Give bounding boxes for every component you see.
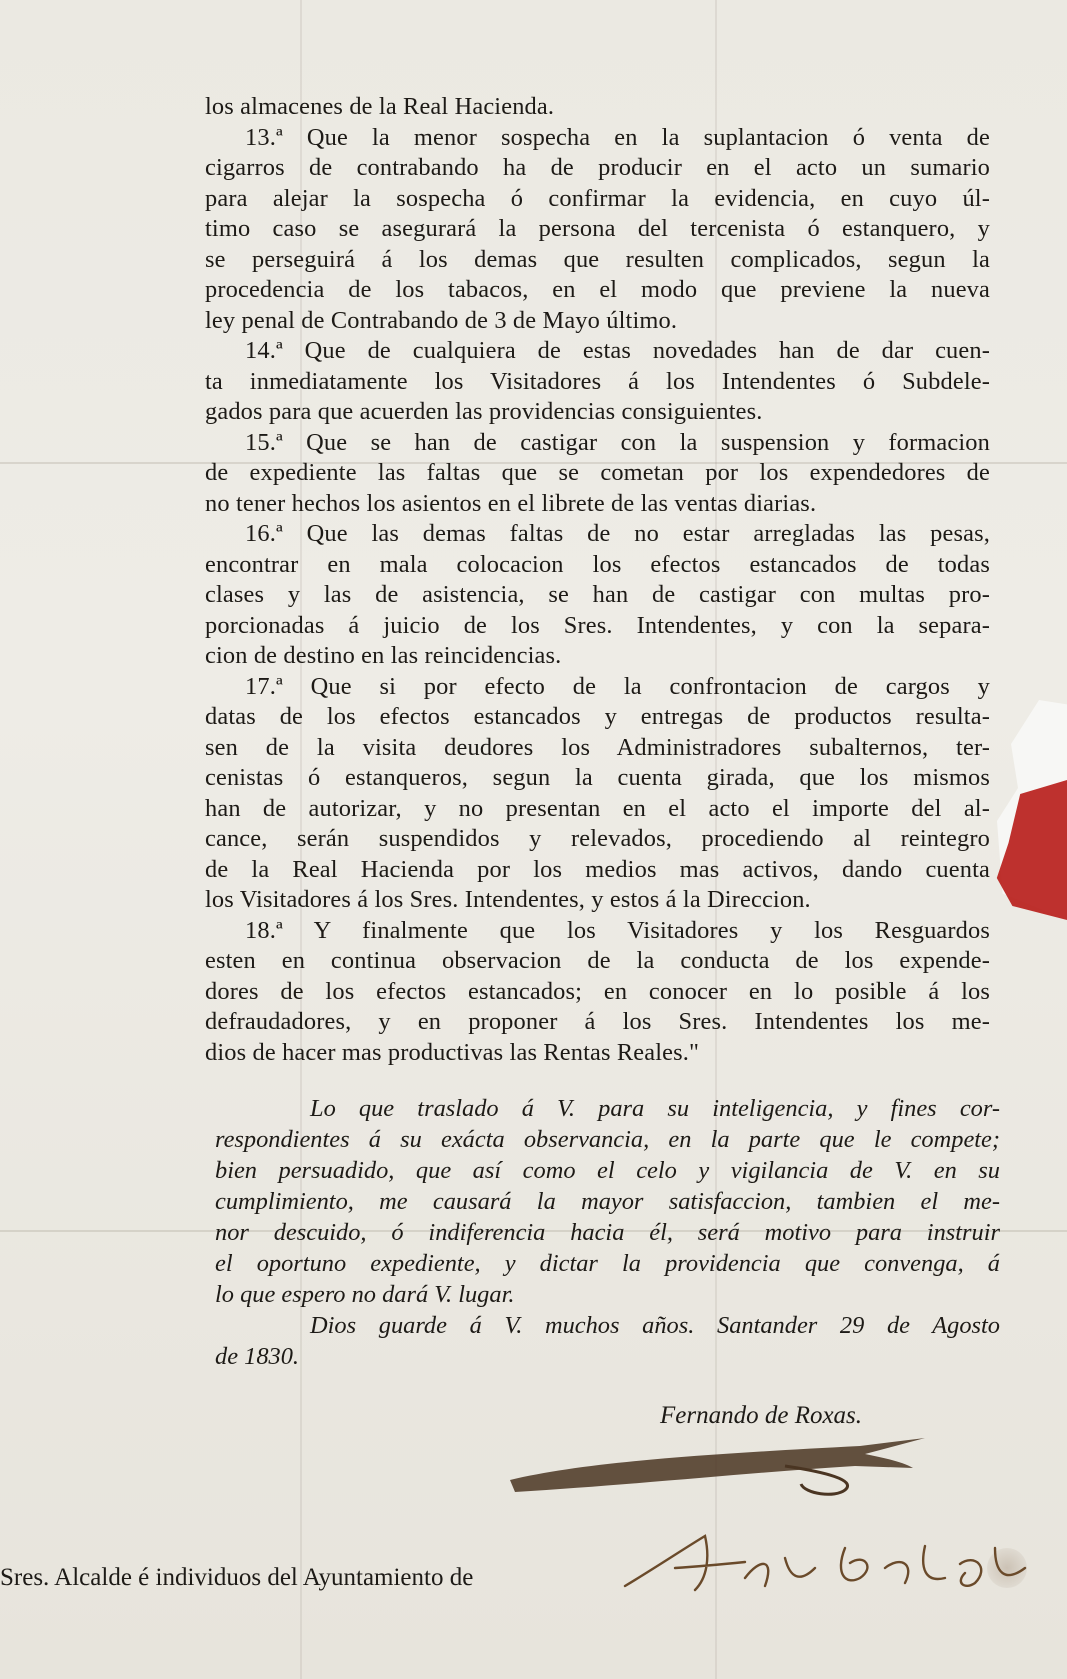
body-text-line: 18.ª Y finalmente que los Visitadores y los Resguardos <box>245 916 990 944</box>
body-text-line: dores de los efectos estancados; en conocer en lo posible á los <box>205 977 990 1005</box>
body-text-line: esten en continua observacion de la conducta de los expende- <box>205 947 990 974</box>
body-text-line: sen de la visita deudores los Administradores subalternos, ter- <box>205 733 990 761</box>
italic-closing-paragraph <box>215 1093 1000 1372</box>
body-text-line: ley penal de Contrabando de 3 de Mayo último. <box>205 306 678 334</box>
signer-name: Fernando de Roxas. <box>660 1402 863 1429</box>
body-text-line: datas de los efectos estancados y entregas de productos resulta- <box>205 703 990 730</box>
body-text-line: porcionadas á juicio de los Sres. Intendentes, y con la separa- <box>205 611 990 639</box>
body-text-line: 13.ª Que la menor sospecha en la suplantacion ó venta de <box>245 123 990 151</box>
signature-flourish <box>505 1432 925 1502</box>
body-text-line: 17.ª Que si por efecto de la confrontacion de cargos y <box>245 672 990 700</box>
italic-text-line: de 1830. <box>215 1343 299 1370</box>
italic-text-line: Dios guarde á V. muchos años. Santander 29 de Agosto <box>310 1312 1000 1339</box>
italic-text-line: lo que espero no dará V. lugar. <box>215 1281 515 1308</box>
body-text-line: cion de destino en las reincidencias. <box>205 642 562 669</box>
regulations-text-block <box>205 92 990 1068</box>
addressee-line: Sres. Alcalde é individuos del Ayuntamiento de <box>0 1564 474 1591</box>
body-text-line: se perseguirá á los demas que resulten complicados, segun la <box>205 245 990 273</box>
body-text-line: para alejar la sospecha ó confirmar la evidencia, en cuyo úl- <box>205 184 990 212</box>
body-text-line: han de autorizar, y no presentan en el acto el importe del al- <box>205 794 990 822</box>
handwritten-signature <box>615 1528 1035 1609</box>
body-text-line: los Visitadores á los Sres. Intendentes, y estos á la Direccion. <box>205 886 811 913</box>
body-text-line: dios de hacer mas productivas las Rentas Reales." <box>205 1038 700 1066</box>
body-text-line: 16.ª Que las demas faltas de no estar arregladas las pesas, <box>245 520 990 547</box>
body-text-line: procedencia de los tabacos, en el modo que previene la nueva <box>205 276 990 303</box>
body-text-line: defraudadores, y en proponer á los Sres. Intendentes los me- <box>205 1008 990 1035</box>
body-text-line: ta inmediatamente los Visitadores á los Intendentes ó Subdele- <box>205 367 990 395</box>
italic-text-line: Lo que traslado á V. para su inteligencia, y fines cor- <box>310 1095 1000 1122</box>
body-text-line: cenistas ó estanqueros, segun la cuenta girada, que los mismos <box>205 764 990 791</box>
body-text-line: de expediente las faltas que se cometan por los expendedores de <box>205 459 990 486</box>
italic-text-line: el oportuno expediente, y dictar la providencia que convenga, á <box>215 1250 1000 1277</box>
italic-text-line: bien persuadido, que así como el celo y vigilancia de V. en su <box>215 1157 1000 1184</box>
body-text-line: 15.ª Que se han de castigar con la suspension y formacion <box>245 428 990 456</box>
body-text-line: clases y las de asistencia, se han de castigar con multas pro- <box>205 581 990 608</box>
italic-text-line: respondientes á su exácta observancia, en la parte que le compete; <box>215 1126 1000 1153</box>
body-text-line: no tener hechos los asientos en el librete de las ventas diarias. <box>205 489 817 517</box>
italic-text-line: cumplimiento, me causará la mayor satisfaccion, tambien el me- <box>215 1188 1000 1215</box>
italic-text-line: nor descuido, ó indiferencia hacia él, será motivo para instruir <box>215 1219 1000 1246</box>
body-text-line: cigarros de contrabando ha de producir en el acto un sumario <box>205 154 990 181</box>
body-text-line: timo caso se asegurará la persona del tercenista ó estanquero, y <box>205 215 990 242</box>
body-text-line: encontrar en mala colocacion los efectos estancados de todas <box>205 550 990 578</box>
body-text-line: los almacenes de la Real Hacienda. <box>205 93 555 120</box>
body-text-line: gados para que acuerden las providencias consiguientes. <box>205 398 763 425</box>
body-text-line: 14.ª Que de cualquiera de estas novedades han de dar cuen- <box>245 337 990 364</box>
body-text-line: cance, serán suspendidos y relevados, procediendo al reintegro <box>205 825 990 852</box>
body-text-line: de la Real Hacienda por los medios mas activos, dando cuenta <box>205 855 990 883</box>
